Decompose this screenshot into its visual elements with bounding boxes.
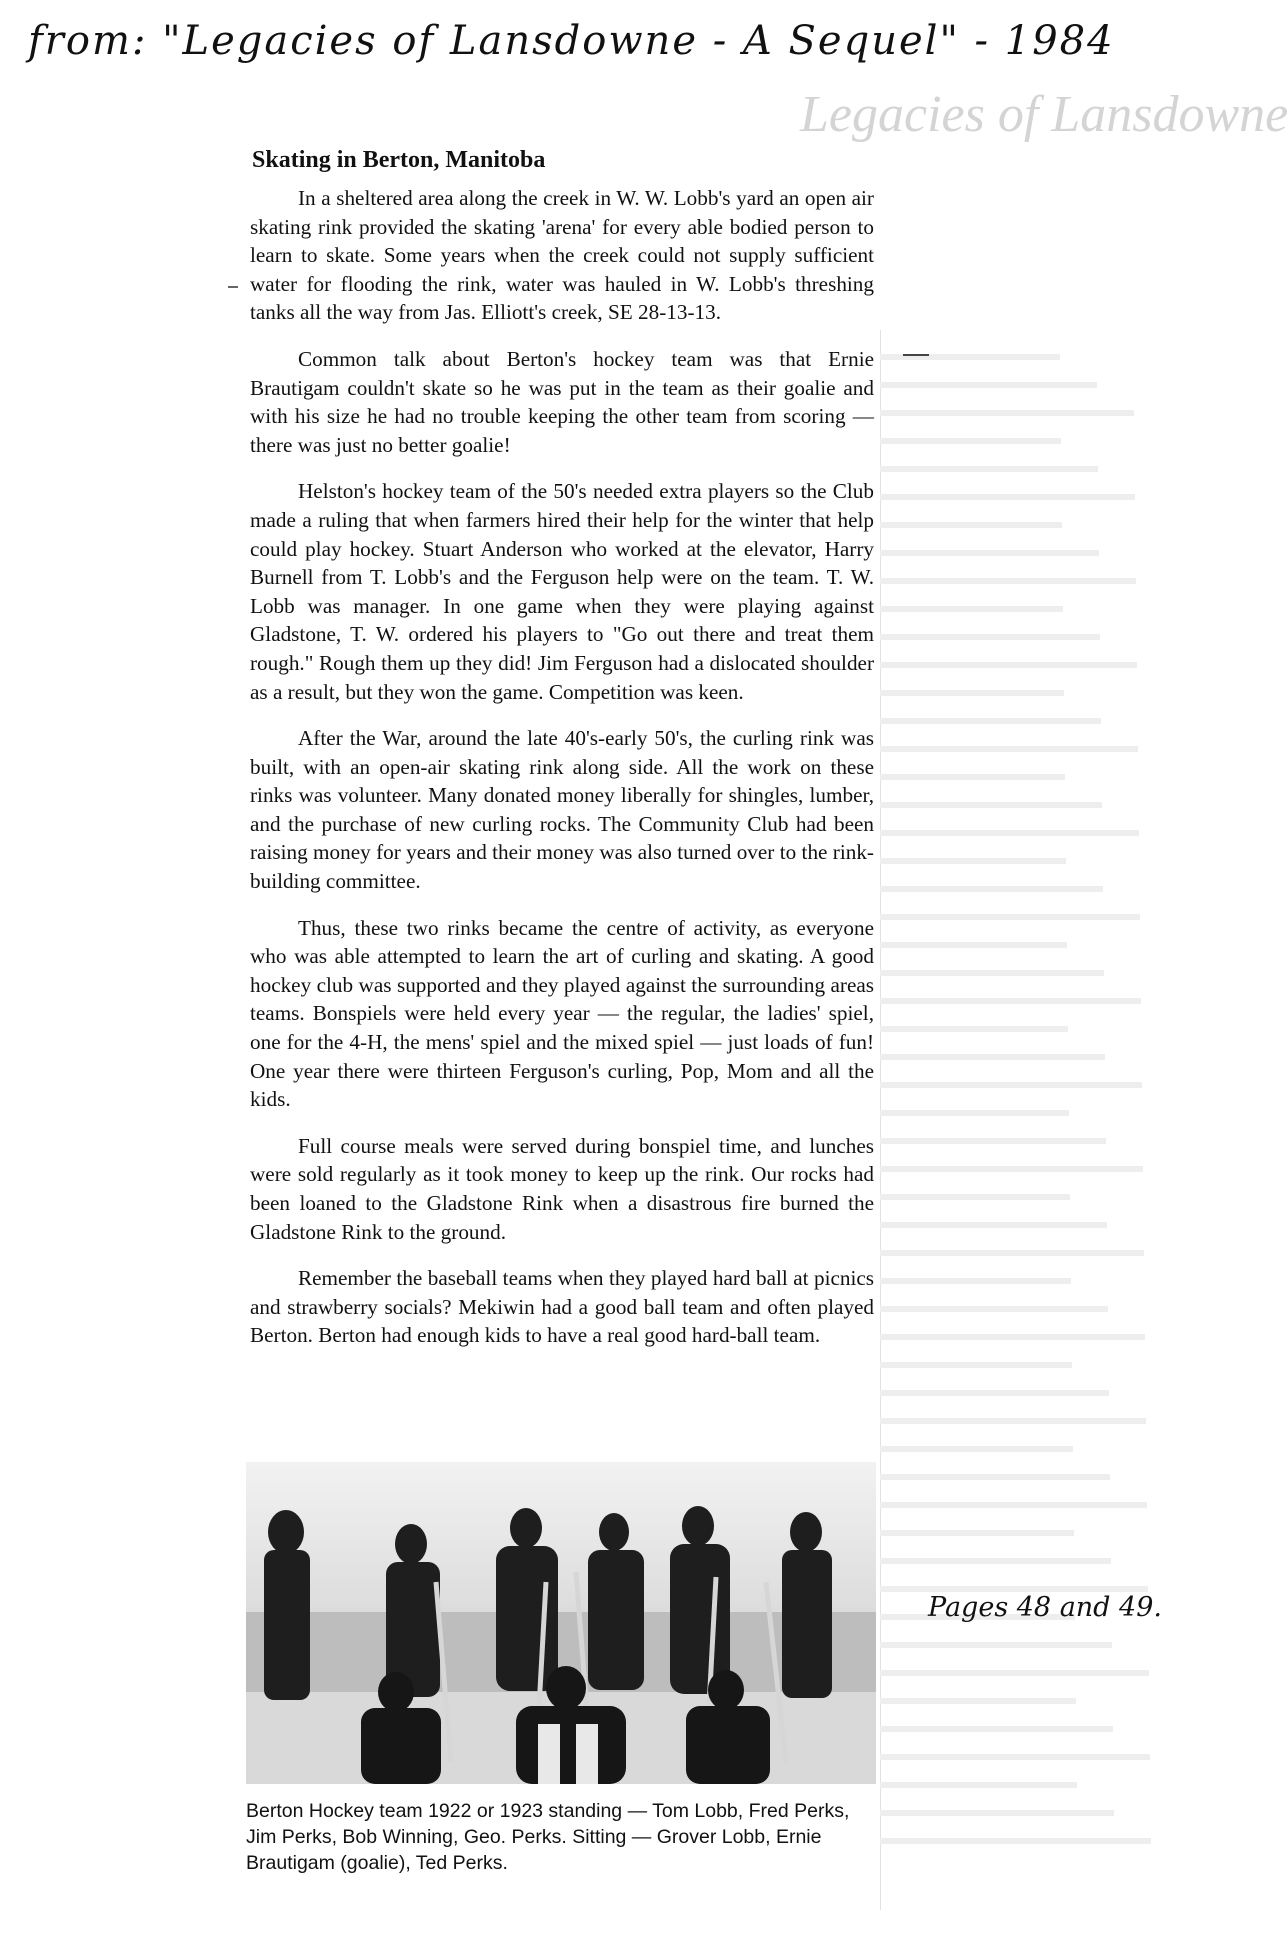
bleed-line <box>880 1376 1109 1396</box>
bleed-line <box>880 1292 1108 1312</box>
bleed-line <box>880 1236 1144 1256</box>
bleed-line <box>880 1040 1105 1060</box>
bleed-line <box>880 592 1063 612</box>
bleed-line <box>880 1572 1148 1592</box>
bleed-line <box>880 1068 1142 1088</box>
bleed-line <box>880 620 1100 640</box>
bleed-line <box>880 648 1137 668</box>
bleed-line <box>880 732 1138 752</box>
bleed-line <box>880 1348 1072 1368</box>
bleed-line <box>880 1684 1076 1704</box>
bleed-line <box>880 816 1139 836</box>
article-paragraph: Common talk about Berton's hockey team was that Ernie Brautigam couldn't skate so he was put in the team as their goalie and with his size he had no trouble keeping the other team from scoring — there was just no better goalie! <box>250 346 874 457</box>
bleed-line <box>880 760 1065 780</box>
bleed-line <box>880 984 1141 1004</box>
bleed-line <box>880 1432 1073 1452</box>
bleed-line <box>880 704 1101 724</box>
bleed-line <box>880 1152 1143 1172</box>
bleed-line <box>880 1628 1112 1648</box>
bleed-line <box>880 872 1103 892</box>
bleed-line <box>880 1320 1145 1340</box>
article-paragraph: After the War, around the late 40's-early 50's, the curling rink was built, with an open-air skating rink along side. All the work on these rinks was volunteer. Many donated money liberally for shingles, lumber, and the purchase of new curling rocks. The Community Club had been raising money for years and their money was also turned over to the rink-building committee. <box>250 726 874 894</box>
article-paragraph: Full course meals were served during bonspiel time, and lunches were sold regularly as it took money to keep up the rink. Our rocks had been loaned to the Gladstone Rink when a disastrous fire burned the Gladstone Rink to the ground. <box>250 1133 874 1244</box>
handwritten-source-note: from: "Legacies of Lansdowne - A Sequel" - 1984 <box>28 18 1115 64</box>
bleed-line <box>880 788 1102 808</box>
bleed-line <box>880 1460 1110 1480</box>
bleed-line <box>880 340 1060 360</box>
bleed-line <box>880 900 1140 920</box>
bleed-line <box>880 1264 1071 1284</box>
bleed-line <box>880 1488 1147 1508</box>
article-title: Skating in Berton, Manitoba <box>252 147 546 173</box>
bleed-line <box>880 396 1134 416</box>
bleed-line <box>880 1012 1068 1032</box>
hockey-team-photo-graphic <box>246 1462 876 1784</box>
bleed-line <box>880 1712 1113 1732</box>
facing-page-header-bleed: Legacies of Lansdowne <box>800 86 1288 143</box>
bleed-line <box>880 844 1066 864</box>
facing-page-text-bleed <box>880 340 1180 1900</box>
bleed-line <box>880 564 1136 584</box>
bleed-line <box>880 1656 1149 1676</box>
bleed-line <box>880 1824 1151 1844</box>
bleed-line <box>880 928 1067 948</box>
bleed-line <box>880 1544 1111 1564</box>
bleed-line <box>880 1404 1146 1424</box>
bleed-line <box>880 452 1098 472</box>
margin-mark <box>228 286 238 288</box>
bleed-line <box>880 956 1104 976</box>
bleed-line <box>880 368 1097 388</box>
bleed-line <box>880 424 1061 444</box>
bleed-line <box>880 1180 1070 1200</box>
bleed-line <box>880 1768 1077 1788</box>
handwritten-page-note: Pages 48 and 49. <box>928 1592 1162 1623</box>
photo-caption: Berton Hockey team 1922 or 1923 standing — Tom Lobb, Fred Perks, Jim Perks, Bob Winning, Geo. Perks. Sitting — Grover Lobb, Ernie Brautigam (goalie), Ted Perks. <box>246 1800 850 1874</box>
bleed-line <box>880 1124 1106 1144</box>
bleed-line <box>880 508 1062 528</box>
bleed-line <box>880 1516 1074 1536</box>
bleed-line <box>880 480 1135 500</box>
article <box>250 146 874 1368</box>
bleed-line <box>880 1096 1069 1116</box>
bleed-line <box>880 1208 1107 1228</box>
hockey-team-photo <box>246 1462 876 1784</box>
article-paragraph: Thus, these two rinks became the centre of activity, as everyone who was able attempted to learn the art of curling and skating. A good hockey club was supported and they played against the surrounding areas teams. Bonspiels were held every year — the regular, the ladies' spiel, one for the 4-H, the mens' spiel and the mixed spiel — just loads of fun! One year there were thirteen Ferguson's curling, Pop, Mom and all the kids. <box>250 915 874 1112</box>
bleed-line <box>880 1796 1114 1816</box>
bleed-line <box>880 1740 1150 1760</box>
bleed-line <box>880 536 1099 556</box>
article-paragraph: Helston's hockey team of the 50's needed extra players so the Club made a ruling that when farmers hired their help for the winter that help could play hockey. Stuart Anderson who worked at the elevator, Harry Burnell from T. Lobb's and the Ferguson help were on the team. T. W. Lobb was manager. In one game when they were playing against Gladstone, T. W. ordered his players to "Go out there and treat them rough." Rough them up they did! Jim Ferguson had a dislocated shoulder as a result, but they won the game. Competition was keen. <box>250 479 874 704</box>
article-paragraph: In a sheltered area along the creek in W. W. Lobb's yard an open air skating rink provided the skating 'arena' for every able bodied person to learn to skate. Some years when the creek could not supply sufficient water for flooding the rink, water was hauled in W. Lobb's threshing tanks all the way from Jas. Elliott's creek, SE 28-13-13. <box>250 186 874 325</box>
article-paragraph: Remember the baseball teams when they played hard ball at picnics and strawberry socials? Mekiwin had a good ball team and often played Berton. Berton had enough kids to have a real good hard-ball team. <box>250 1266 874 1348</box>
bleed-line <box>880 676 1064 696</box>
margin-dash <box>903 354 929 356</box>
